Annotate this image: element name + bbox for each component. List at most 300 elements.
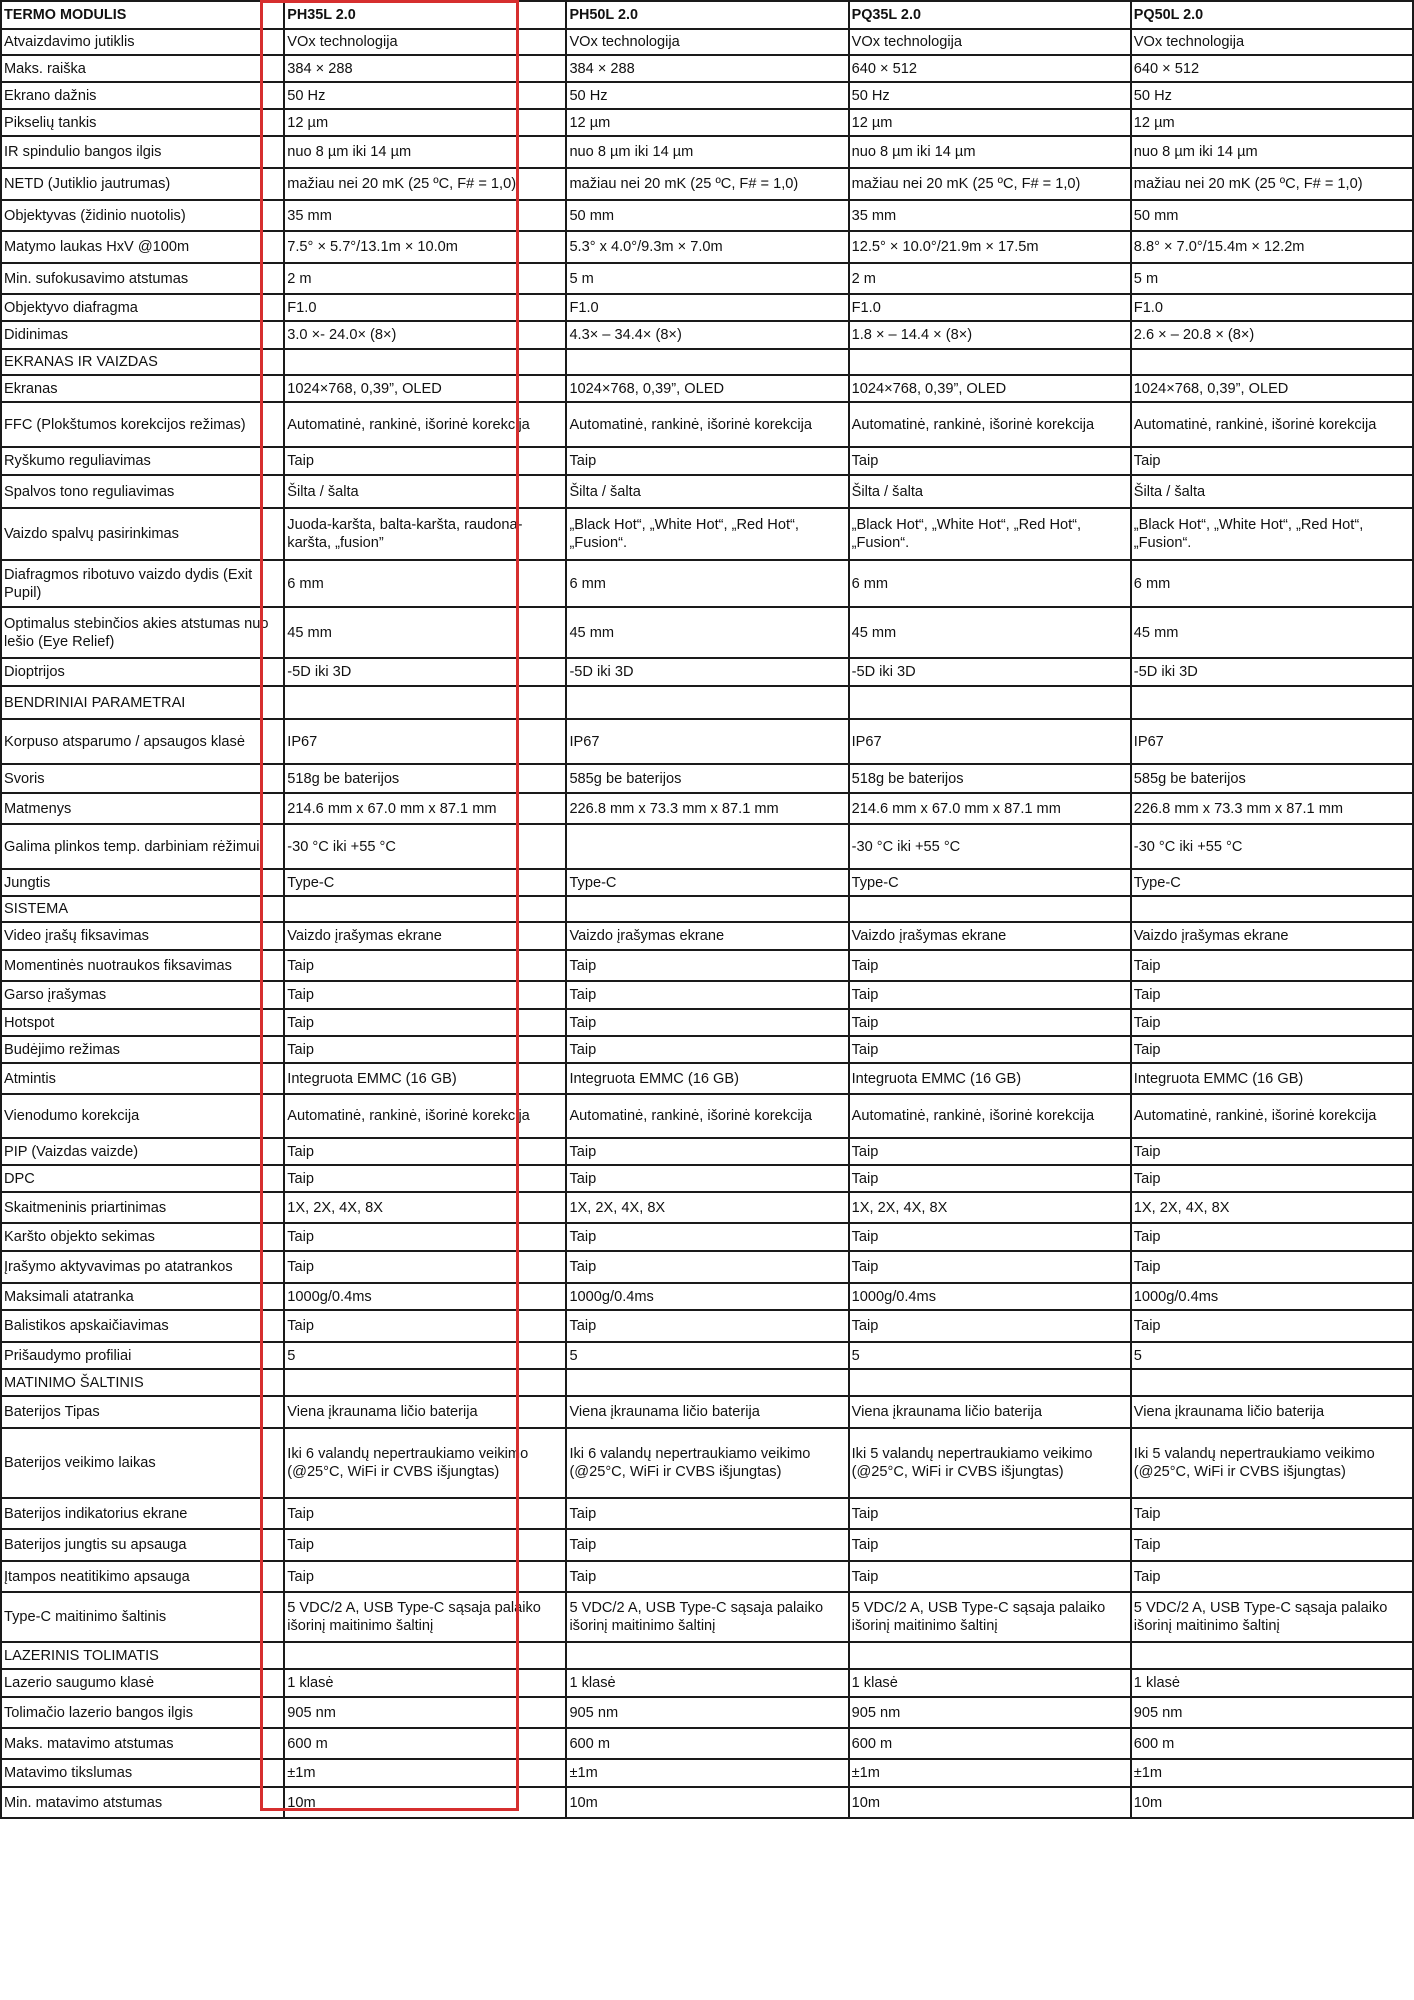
cell-pq35l: Taip [849,1138,1131,1165]
cell-ph35l: 5 [284,1342,566,1369]
cell-ph50l [566,1369,848,1396]
cell-ph50l: Automatinė, rankinė, išorinė korekcija [566,402,848,447]
row-label: Baterijos Tipas [1,1396,284,1428]
cell-ph50l: ±1m [566,1759,848,1787]
cell-pq35l: Šilta / šalta [849,475,1131,508]
table-row [1,1223,1413,1251]
row-label: Skaitmeninis priartinimas [1,1192,284,1223]
row-label: Korpuso atsparumo / apsaugos klasė [1,719,284,764]
cell-ph35l: Taip [284,1561,566,1592]
table-row [1,168,1413,200]
row-label: Min. matavimo atstumas [1,1787,284,1818]
row-label: Video įrašų fiksavimas [1,922,284,950]
cell-pq50l: Automatinė, rankinė, išorinė korekcija [1131,402,1413,447]
table-row [1,719,1413,764]
cell-ph50l: 1X, 2X, 4X, 8X [566,1192,848,1223]
cell-pq50l: Type-C [1131,869,1413,896]
cell-ph35l: Taip [284,1498,566,1529]
table-row [1,1094,1413,1138]
table-row [1,508,1413,560]
table-row [1,447,1413,475]
table-row [1,824,1413,869]
table-row [1,981,1413,1009]
table-row [1,793,1413,824]
table-row [1,263,1413,294]
table-row [1,231,1413,263]
cell-ph35l: Taip [284,1138,566,1165]
cell-pq50l: 50 Hz [1131,82,1413,109]
cell-pq50l: Taip [1131,1498,1413,1529]
cell-pq50l: 1024×768, 0,39”, OLED [1131,375,1413,402]
cell-ph35l: 1000g/0.4ms [284,1283,566,1310]
table-row [1,55,1413,82]
cell-ph50l: Vaizdo įrašymas ekrane [566,922,848,950]
row-label: Lazerio saugumo klasė [1,1669,284,1697]
cell-ph50l [566,686,848,719]
cell-ph50l: mažiau nei 20 mK (25 ºC, F# = 1,0) [566,168,848,200]
cell-pq35l: 35 mm [849,200,1131,231]
table-row [1,136,1413,168]
cell-ph35l: Taip [284,981,566,1009]
cell-ph35l: 600 m [284,1728,566,1759]
cell-pq50l: Vaizdo įrašymas ekrane [1131,922,1413,950]
cell-ph35l [284,1642,566,1669]
cell-ph35l: -30 °C iki +55 °C [284,824,566,869]
cell-ph50l: Type-C [566,869,848,896]
table-row [1,109,1413,136]
cell-ph35l: Taip [284,1009,566,1036]
cell-ph35l: 214.6 mm x 67.0 mm x 87.1 mm [284,793,566,824]
cell-ph50l: -5D iki 3D [566,658,848,686]
cell-pq50l [1131,1642,1413,1669]
cell-pq35l: Taip [849,1223,1131,1251]
cell-pq50l: 585g be baterijos [1131,764,1413,793]
cell-pq35l: -5D iki 3D [849,658,1131,686]
cell-ph50l: 585g be baterijos [566,764,848,793]
table-row [1,1529,1413,1561]
cell-ph35l: 1 klasė [284,1669,566,1697]
cell-ph35l: 1X, 2X, 4X, 8X [284,1192,566,1223]
row-label: Garso įrašymas [1,981,284,1009]
table-row [1,1428,1413,1498]
cell-ph50l [566,1642,848,1669]
cell-ph50l: IP67 [566,719,848,764]
row-label: Matavimo tikslumas [1,1759,284,1787]
row-label: Baterijos indikatorius ekrane [1,1498,284,1529]
cell-ph35l: Taip [284,950,566,981]
cell-pq35l: VOx technologija [849,29,1131,55]
cell-pq50l [1131,1369,1413,1396]
section-title: LAZERINIS TOLIMATIS [1,1642,284,1669]
row-label: Atmintis [1,1063,284,1094]
row-label: Optimalus stebinčios akies atstumas nuo lešio (Eye Relief) [1,607,284,658]
cell-pq50l [1131,686,1413,719]
cell-ph35l: 384 × 288 [284,55,566,82]
cell-pq50l: Integruota EMMC (16 GB) [1131,1063,1413,1094]
cell-pq35l: 50 Hz [849,82,1131,109]
table-row [1,1138,1413,1165]
cell-ph50l [566,824,848,869]
cell-pq50l: Taip [1131,447,1413,475]
cell-pq50l: mažiau nei 20 mK (25 ºC, F# = 1,0) [1131,168,1413,200]
cell-ph35l: nuo 8 µm iki 14 µm [284,136,566,168]
cell-ph35l [284,686,566,719]
row-label: Objektyvo diafragma [1,294,284,321]
table-row [1,1669,1413,1697]
cell-pq50l: 1000g/0.4ms [1131,1283,1413,1310]
cell-ph35l: Taip [284,1223,566,1251]
cell-pq35l: ±1m [849,1759,1131,1787]
cell-pq50l: F1.0 [1131,294,1413,321]
cell-ph35l: 905 nm [284,1697,566,1728]
cell-ph35l: 10m [284,1787,566,1818]
row-label: Vienodumo korekcija [1,1094,284,1138]
row-label: IR spindulio bangos ilgis [1,136,284,168]
cell-ph50l: Taip [566,1561,848,1592]
section-header-row [1,686,1413,719]
cell-pq35l: F1.0 [849,294,1131,321]
cell-pq50l: 5 VDC/2 A, USB Type-C sąsaja palaiko išorinį maitinimo šaltinį [1131,1592,1413,1642]
row-label: PIP (Vaizdas vaizde) [1,1138,284,1165]
cell-ph50l: 1024×768, 0,39”, OLED [566,375,848,402]
table-row [1,560,1413,607]
cell-ph50l: Taip [566,1165,848,1192]
cell-pq35l: Taip [849,950,1131,981]
section-header-row [1,896,1413,922]
row-label: Įrašymo aktyvavimas po atatrankos [1,1251,284,1283]
cell-ph35l: 7.5° × 5.7°/13.1m × 10.0m [284,231,566,263]
header-cell-ph50l: PH50L 2.0 [566,1,848,29]
cell-pq50l: 905 nm [1131,1697,1413,1728]
cell-ph50l: Taip [566,447,848,475]
cell-pq35l: Automatinė, rankinė, išorinė korekcija [849,402,1131,447]
cell-pq50l: Iki 5 valandų nepertraukiamo veikimo (@25°C, WiFi ir CVBS išjungtas) [1131,1428,1413,1498]
cell-pq35l: 12.5° × 10.0°/21.9m × 17.5m [849,231,1131,263]
row-label: NETD (Jutiklio jautrumas) [1,168,284,200]
row-label: Maks. raiška [1,55,284,82]
cell-pq50l: Taip [1131,1561,1413,1592]
table-row [1,1787,1413,1818]
row-label: Matmenys [1,793,284,824]
row-label: DPC [1,1165,284,1192]
cell-ph35l: F1.0 [284,294,566,321]
cell-pq50l: Taip [1131,1138,1413,1165]
cell-ph35l: 35 mm [284,200,566,231]
cell-pq50l: IP67 [1131,719,1413,764]
cell-ph50l: 1 klasė [566,1669,848,1697]
cell-ph50l: 226.8 mm x 73.3 mm x 87.1 mm [566,793,848,824]
row-label: FFC (Plokštumos korekcijos režimas) [1,402,284,447]
cell-ph50l: Taip [566,950,848,981]
cell-pq50l: 6 mm [1131,560,1413,607]
table-row [1,1036,1413,1063]
header-cell-section: TERMO MODULIS [1,1,284,29]
cell-ph50l: 5.3° x 4.0°/9.3m × 7.0m [566,231,848,263]
cell-pq35l: Viena įkraunama ličio baterija [849,1396,1131,1428]
cell-pq35l: 214.6 mm x 67.0 mm x 87.1 mm [849,793,1131,824]
row-label: Balistikos apskaičiavimas [1,1310,284,1342]
cell-ph35l: Juoda-karšta, balta-karšta, raudona-karšta, „fusion” [284,508,566,560]
table-body [1,29,1413,1818]
row-label: Spalvos tono reguliavimas [1,475,284,508]
cell-pq50l: nuo 8 µm iki 14 µm [1131,136,1413,168]
cell-pq35l [849,896,1131,922]
row-label: Jungtis [1,869,284,896]
section-header-row [1,1642,1413,1669]
table-row [1,869,1413,896]
cell-ph35l: 518g be baterijos [284,764,566,793]
cell-pq50l: 12 µm [1131,109,1413,136]
row-label: Ryškumo reguliavimas [1,447,284,475]
cell-pq50l: 8.8° × 7.0°/15.4m × 12.2m [1131,231,1413,263]
cell-pq35l: 1000g/0.4ms [849,1283,1131,1310]
row-label: Type-C maitinimo šaltinis [1,1592,284,1642]
table-row [1,1009,1413,1036]
cell-ph50l: VOx technologija [566,29,848,55]
cell-pq35l: Taip [849,1009,1131,1036]
cell-ph35l: IP67 [284,719,566,764]
section-header-row [1,349,1413,375]
row-label: Įtampos neatitikimo apsauga [1,1561,284,1592]
cell-ph50l: Šilta / šalta [566,475,848,508]
cell-pq35l: 6 mm [849,560,1131,607]
table-row [1,1498,1413,1529]
row-label: Galima plinkos temp. darbiniam rėžimui [1,824,284,869]
row-label: Objektyvas (židinio nuotolis) [1,200,284,231]
cell-ph50l: 45 mm [566,607,848,658]
cell-ph35l: 12 µm [284,109,566,136]
cell-pq50l: „Black Hot“, „White Hot“, „Red Hot“, „Fusion“. [1131,508,1413,560]
row-label: Ekrano dažnis [1,82,284,109]
row-label: Tolimačio lazerio bangos ilgis [1,1697,284,1728]
cell-ph35l: Automatinė, rankinė, išorinė korekcija [284,402,566,447]
cell-pq35l: 1X, 2X, 4X, 8X [849,1192,1131,1223]
table-row [1,475,1413,508]
cell-pq35l: -30 °C iki +55 °C [849,824,1131,869]
cell-pq35l: 10m [849,1787,1131,1818]
cell-pq35l: Automatinė, rankinė, išorinė korekcija [849,1094,1131,1138]
row-label: Baterijos jungtis su apsauga [1,1529,284,1561]
cell-pq50l: 50 mm [1131,200,1413,231]
cell-ph35l: VOx technologija [284,29,566,55]
cell-ph50l: 905 nm [566,1697,848,1728]
cell-ph50l: 50 mm [566,200,848,231]
row-label: Budėjimo režimas [1,1036,284,1063]
cell-pq50l: Automatinė, rankinė, išorinė korekcija [1131,1094,1413,1138]
table-row [1,1342,1413,1369]
row-label: Baterijos veikimo laikas [1,1428,284,1498]
cell-pq50l: -5D iki 3D [1131,658,1413,686]
cell-ph35l [284,896,566,922]
cell-pq35l: Taip [849,1498,1131,1529]
cell-ph50l: 600 m [566,1728,848,1759]
cell-ph50l: 50 Hz [566,82,848,109]
cell-pq50l: 1X, 2X, 4X, 8X [1131,1192,1413,1223]
cell-ph35l: 6 mm [284,560,566,607]
table-row [1,764,1413,793]
table-row [1,1310,1413,1342]
table-row [1,950,1413,981]
cell-ph50l [566,896,848,922]
cell-pq50l: Taip [1131,1529,1413,1561]
cell-ph35l: 1024×768, 0,39”, OLED [284,375,566,402]
row-label: Diafragmos ribotuvo vaizdo dydis (Exit Pupil) [1,560,284,607]
cell-pq35l: Integruota EMMC (16 GB) [849,1063,1131,1094]
cell-pq50l: 5 [1131,1342,1413,1369]
table-row [1,1192,1413,1223]
table-row [1,402,1413,447]
cell-pq50l: 640 × 512 [1131,55,1413,82]
cell-pq50l: Taip [1131,1310,1413,1342]
cell-pq35l: Taip [849,1561,1131,1592]
cell-pq50l: Šilta / šalta [1131,475,1413,508]
table-row [1,1561,1413,1592]
table-row [1,1165,1413,1192]
row-label: Momentinės nuotraukos fiksavimas [1,950,284,981]
cell-ph50l: 384 × 288 [566,55,848,82]
cell-ph35l: Automatinė, rankinė, išorinė korekcija [284,1094,566,1138]
table-row [1,1063,1413,1094]
cell-pq50l: 600 m [1131,1728,1413,1759]
cell-ph50l: Taip [566,1036,848,1063]
table-row [1,658,1413,686]
cell-pq50l: ±1m [1131,1759,1413,1787]
cell-pq50l [1131,349,1413,375]
row-label: Vaizdo spalvų pasirinkimas [1,508,284,560]
cell-ph50l: Taip [566,1251,848,1283]
cell-pq50l: 1 klasė [1131,1669,1413,1697]
cell-pq35l: 1024×768, 0,39”, OLED [849,375,1131,402]
cell-pq35l: 2 m [849,263,1131,294]
section-header-row [1,1369,1413,1396]
cell-pq35l: 1.8 × – 14.4 × (8×) [849,321,1131,349]
cell-pq35l: Iki 5 valandų nepertraukiamo veikimo (@25°C, WiFi ir CVBS išjungtas) [849,1428,1131,1498]
cell-ph50l: Viena įkraunama ličio baterija [566,1396,848,1428]
table-row [1,29,1413,55]
cell-ph50l: nuo 8 µm iki 14 µm [566,136,848,168]
table-row [1,922,1413,950]
cell-pq35l [849,686,1131,719]
table-row [1,1251,1413,1283]
row-label: Atvaizdavimo jutiklis [1,29,284,55]
cell-ph35l [284,349,566,375]
cell-pq35l: Taip [849,1251,1131,1283]
cell-pq50l: Taip [1131,1251,1413,1283]
cell-ph50l: F1.0 [566,294,848,321]
table-row [1,294,1413,321]
cell-ph50l [566,349,848,375]
cell-pq35l [849,1369,1131,1396]
table-row [1,1759,1413,1787]
cell-pq35l: 640 × 512 [849,55,1131,82]
cell-ph50l: 5 m [566,263,848,294]
cell-pq35l: Taip [849,1310,1131,1342]
cell-pq50l: 226.8 mm x 73.3 mm x 87.1 mm [1131,793,1413,824]
cell-ph35l [284,1369,566,1396]
cell-ph50l: Taip [566,1310,848,1342]
cell-pq35l: Type-C [849,869,1131,896]
cell-pq35l: „Black Hot“, „White Hot“, „Red Hot“, „Fusion“. [849,508,1131,560]
cell-pq50l: Taip [1131,1036,1413,1063]
cell-ph50l: Taip [566,981,848,1009]
cell-pq50l: VOx technologija [1131,29,1413,55]
cell-pq50l: Taip [1131,950,1413,981]
cell-ph35l: Taip [284,1165,566,1192]
cell-pq35l: 1 klasė [849,1669,1131,1697]
row-label: Pikselių tankis [1,109,284,136]
section-title: SISTEMA [1,896,284,922]
cell-pq35l: 5 VDC/2 A, USB Type-C sąsaja palaiko išorinį maitinimo šaltinį [849,1592,1131,1642]
cell-pq50l [1131,896,1413,922]
row-label: Prišaudymo profiliai [1,1342,284,1369]
cell-ph50l: 5 VDC/2 A, USB Type-C sąsaja palaiko išorinį maitinimo šaltinį [566,1592,848,1642]
cell-pq50l: 45 mm [1131,607,1413,658]
cell-ph35l: Šilta / šalta [284,475,566,508]
row-label: Didinimas [1,321,284,349]
cell-ph35l: 5 VDC/2 A, USB Type-C sąsaja palaiko išorinį maitinimo šaltinį [284,1592,566,1642]
cell-ph35l: ±1m [284,1759,566,1787]
cell-ph50l: Taip [566,1138,848,1165]
cell-ph35l: 2 m [284,263,566,294]
table-row [1,375,1413,402]
row-label: Ekranas [1,375,284,402]
cell-ph50l: Taip [566,1498,848,1529]
header-cell-pq35l: PQ35L 2.0 [849,1,1131,29]
cell-pq50l: Taip [1131,1009,1413,1036]
cell-pq35l: 905 nm [849,1697,1131,1728]
cell-pq35l: Taip [849,981,1131,1009]
row-label: Maksimali atatranka [1,1283,284,1310]
table-row [1,1396,1413,1428]
cell-pq35l [849,1642,1131,1669]
header-row [1,1,1413,29]
table-row [1,1283,1413,1310]
row-label: Svoris [1,764,284,793]
cell-pq35l: 12 µm [849,109,1131,136]
header-cell-ph35l: PH35L 2.0 [284,1,566,29]
table-row [1,200,1413,231]
cell-ph35l: Taip [284,1036,566,1063]
cell-pq50l: Taip [1131,1223,1413,1251]
cell-ph35l: Vaizdo įrašymas ekrane [284,922,566,950]
cell-ph50l: 4.3× – 34.4× (8×) [566,321,848,349]
cell-pq35l: Vaizdo įrašymas ekrane [849,922,1131,950]
cell-ph35l: 45 mm [284,607,566,658]
cell-ph35l: 50 Hz [284,82,566,109]
cell-ph50l: 5 [566,1342,848,1369]
cell-ph50l: 12 µm [566,109,848,136]
cell-pq50l: Taip [1131,1165,1413,1192]
cell-ph35l: Taip [284,1310,566,1342]
cell-pq50l: Viena įkraunama ličio baterija [1131,1396,1413,1428]
cell-pq35l: IP67 [849,719,1131,764]
table-row [1,82,1413,109]
table-row [1,1697,1413,1728]
cell-ph35l: Integruota EMMC (16 GB) [284,1063,566,1094]
cell-ph35l: Taip [284,1251,566,1283]
cell-ph50l: 6 mm [566,560,848,607]
cell-ph50l: Taip [566,1223,848,1251]
cell-pq35l: Taip [849,1165,1131,1192]
section-title: EKRANAS IR VAIZDAS [1,349,284,375]
cell-ph35l: Taip [284,447,566,475]
cell-ph35l: Type-C [284,869,566,896]
header-cell-pq50l: PQ50L 2.0 [1131,1,1413,29]
row-label: Min. sufokusavimo atstumas [1,263,284,294]
row-label: Dioptrijos [1,658,284,686]
cell-ph35l: Viena įkraunama ličio baterija [284,1396,566,1428]
cell-ph50l: Taip [566,1529,848,1561]
